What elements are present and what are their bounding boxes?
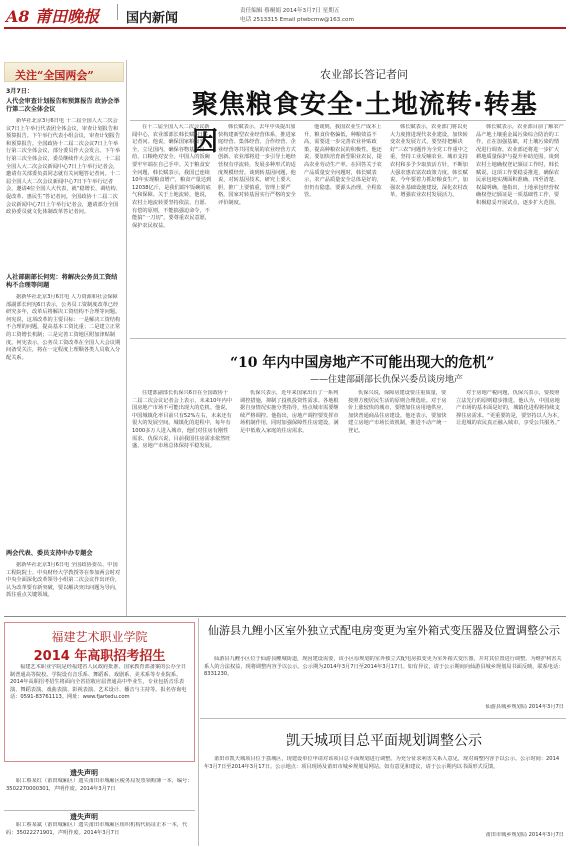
article-col-1: 在十二届全国人大二次会议新闻中心，农业部部长韩长赋6日答记者问。他说，确保国家粮食安全，立足国内，确保谷物基本自给、口粮绝对安全。中国人的饭碗要牢牢端在自己手中。关于粮食安全问题，韩长赋表示，我国已连续10年实现粮食增产，粮食产量达到12038亿斤，是我们端牢饭碗的底气和保障。关于土地流转，他说，农村土地流转要坚持依法、自愿、有偿的原则，不能搞强迫命令，不能搞“一刀切”。要尊重农民意愿，保护农民权益。 bbox=[132, 124, 212, 229]
kaitian-notice-body: 莆田市凯天城项目位于荔城区，现建设单位申请对该项目总平面规划进行调整。为充分征求利害关系人意见，现对调整内容予以公示。公示时间：2014年3月7日至2014年3月17日。公示地点：项目现场及莆田市城乡规划局网站。如有意见和建议，请于公示期内以书面形式反馈。 bbox=[204, 756, 560, 770]
header-meta-line1: 责任编辑 蔡桐娟 2014年3月7日 星期五 bbox=[240, 8, 340, 14]
lianghui-banner: 关注“全国两会” bbox=[4, 62, 124, 82]
school-ad-title: 福建艺术职业学院 bbox=[51, 630, 148, 644]
housing-col-4: 对于房地产税问题，仇保兴表示，要按照立法先行的原则稳步推进。他认为，中国房地产市场的基本面是好的，城镇化进程将持续支撑住房需求。“更重要的是，要坚持以人为本，让进城的农民真正融入城市，享受公共服务。” bbox=[456, 390, 563, 427]
school-ad-body: 福建艺术职业学院是经福建省人民政府批准、国家教育部备案的公办全日制普通高等院校。学院设有音乐系、舞蹈系、戏剧系、美术系等专业院系。2014年高职招考招生将面向全省招收应届普通高中毕业生，专业包括音乐表演、舞蹈表演、戏曲表演、影视表演、艺术设计、播音与主持等。报名咨询电话：0591-83761113。网址：www.fjartedu.com bbox=[10, 664, 187, 701]
xianyou-notice-sign: 仙游县城乡规划局 2014年3月7日 bbox=[485, 704, 564, 710]
header-divider bbox=[117, 4, 118, 20]
housing-col-1: 住建部副部长仇保兴6日在全国政协十二届二次会议记者会上表示，未来10年内中国房地产市场不可能出现大的危机。他说，中国城镇化率目前只有52%左右，未来还有很大的发展空间。城镇化的进程中，每年有1000多万人进入城市，他们对住房有刚性需求。仇保兴说，目前我国住房需求依然旺盛，房地产市场总体保持平稳发展。 bbox=[132, 390, 232, 450]
page-number-logo: A8 莆田晚报 bbox=[6, 7, 100, 26]
housing-top-rule bbox=[130, 338, 566, 339]
sidebar-top-heading: 人代会审查计划报告和预算报告 政协会举行第二次全体会议 bbox=[6, 98, 120, 113]
header-rule bbox=[4, 27, 566, 29]
housing-subline: ——住建部副部长仇保兴委员谈房地产 bbox=[310, 375, 464, 385]
sidebar-bottom-heading: 两会代表、委员支持中办专题会 bbox=[6, 550, 93, 557]
xianyou-notice-body: 仙游县九鲤小区位于仙游县鲤城街道，现因建设需要，该小区原规划的室外独立式配电房拟变更为室外箱式变压器，并对其位置进行调整。为维护利害关系人的合法权益，现将调整内容予以公示。公示期为2014年3月7日至2014年3月17日。如有异议，请于公示期间向仙游县城乡规划局书面反映。联系电话：8331230。 bbox=[204, 656, 564, 678]
notice-divider bbox=[4, 810, 195, 811]
housing-col-2: 仇保兴表示，近年来国家出台了一系列调控措施，抑制了投机投资性需求。各地根据自身情况实施分类指导，热点城市需要继续严格调控。他指出，房地产调控要发挥市场机制作用，同时加强保障性住房建设，满足中低收入家庭的住房需求。 bbox=[240, 390, 339, 434]
article-headline: 聚焦粮食安全·土地流转·转基因 bbox=[192, 90, 538, 157]
headline-rule bbox=[130, 120, 566, 121]
article-col-4: 韩长赋表示，农业部门将以更大力度推进现代农业建设，加快转变农业发展方式。要坚持把解决好“三农”问题作为全党工作重中之重，坚持工业反哺农业、城市支持农村和多予少取放活方针，不断加大强农惠农富农政策力度。韩长赋说，今年要着力抓好粮食生产，加强农业基础设施建设，深化农村改革，增强农业农村发展活力。 bbox=[390, 124, 469, 199]
school-ad-subtitle: 2014 年高职招考招生 bbox=[33, 649, 166, 664]
kaitian-notice-title: 凯天城项目总平面规划调整公示 bbox=[286, 733, 482, 749]
article-col-3: 他谈到，我国农业生产成本上升，粮食价格偏低，种粮效益不高，需要进一步完善农业补贴政策，提高种粮农民的积极性。他还说，要加快培育新型职业农民，提高农业劳动生产率。在回答关于农产品质量安全问题时，韩长赋表示，农产品质量安全总体是好的，但仍有隐患，要源头治理，全程监管。 bbox=[304, 124, 382, 199]
article-kicker: 农业部长答记者问 bbox=[320, 68, 408, 81]
sidebar-mid-heading: 人社部副部长何宪：将解决公务员工资结构不合理等问题 bbox=[6, 274, 118, 289]
lost-notice-1-body: 职工蔡某红（莆田城厢区）遗失莆田市城厢区税务局发票领购簿一本，编号：3502270000301，声明作废。2014年3月7日 bbox=[6, 778, 193, 792]
section-title: 国内新闻 bbox=[126, 11, 179, 26]
sidebar-divider bbox=[126, 60, 127, 616]
article-col-5: 韩长赋表示，农业部目前了解农产品产地土壤重金属污染综合防治的工作，正在加强基础，对土壤污染的情况进行调查。农业部还将进一步扩大耕地质量保护与提升补助范围。谈到农村土地确权登记颁证工作时，韩长赋说，这项工作要稳妥推进，确保农民承包地实测面积准确、四至清楚、权属明确。他指出，土地承包经营权确权登记颁证是一项基础性工作，要积极稳妥开展试点，逐步扩大范围。 bbox=[476, 124, 564, 206]
header-meta-line2: 电话 2513315 Email ptwbcmw@163.com bbox=[240, 17, 354, 23]
ads-top-rule bbox=[4, 616, 566, 617]
sidebar-top-body: 新华社北京3月6日电 十二届全国人大二次会议7日上午举行代表团全体会议，审查计划报告和预算报告。下午举行代表小组会议，审查计划报告和预算报告。全国政协十二届二次会议7日上午举行第二次全体会议，部分委员作大会发言。下午举行第三次全体会议，委员继续作大会发言。十二届全国人大二次会议新闻中心7日上午举行记者会，邀请有关部委负责同志就有关问题答记者问。十二届全国人大二次会议新闻中心7日下午举行记者会，邀请4位全国人大代表，就“稳增长、调结构、促改革、惠民生”答记者问。全国政协十二届二次会议新闻中心7日上午举行记者会，邀请部分全国政协委员就文化体制改革答记者问。 bbox=[6, 118, 121, 216]
ads-divider bbox=[198, 618, 199, 846]
lost-notice-1-title: 遗失声明 bbox=[70, 769, 98, 777]
housing-headline: “10 年内中国房地产不可能出现大的危机” bbox=[230, 355, 495, 371]
sidebar-mid-body: 据新华社北京3月6日电 人力资源和社会保障部副部长何宪6日表示，公务员工资制度改革已经研究多年，改革后将解决工资结构不合理等问题。何宪说，这项改革的主要目标：一是解决工资结构不合理的问题，提高基本工资比重；二是建立正常的工资增长机制；三是完善工资地区附加津贴制度。何宪表示，公务员工资改革在全国人大会议期间备受关注，将在一定程度上理顺各类人员收入分配关系。 bbox=[6, 294, 121, 361]
xianyou-bottom-rule bbox=[200, 718, 566, 719]
lost-notice-2-body: 职工蔡某斌（莆田城厢区）遗失莆田市城厢区组织机构代码证正本一本，代码：35022271901，声明作废。2014年3月7日 bbox=[6, 822, 188, 836]
lost-notice-2-title: 遗失声明 bbox=[70, 813, 98, 821]
sidebar-date: 3月7日： bbox=[6, 88, 34, 95]
xianyou-notice-title: 仙游县九鲤小区室外独立式配电房变更为室外箱式变压器及位置调整公示 bbox=[208, 624, 560, 637]
housing-col-3: 仇保兴说，保障房建设要注重质量，要按照方便居民生活的原则合理选址。对于房价上涨较快的城市，要增加住房用地供应，加快普通商品住房建设。他还表示，要加快建立房地产市场长效机制，推进不动产统一登记。 bbox=[348, 390, 447, 434]
article-col-2: 韩长赋表示，去年中央提出加快构建新型农业经营体系，推进家庭经营、集体经营、合作经营、企业经营等共同发展的农业经营方式创新。农业部将进一步引导土地经营权有序流转，发展多种形式的适度规模经营。谈到转基因问题，他说，对转基因技术，研究上要大胆，推广上要慎重，管理上要严格。国家对转基因实行严格的安全评价制度。 bbox=[218, 124, 296, 206]
kaitian-notice-sign: 莆田市城乡规划局 2014年3月7日 bbox=[485, 832, 564, 838]
sidebar-bottom-body: 据新华社北京3月6日电 全国政协委员、中国工程院院士、中央财经大学教授等在参加两会时对中央全面深化改革领导小组第二次会议作出评价，认为改革要有新突破，要以解决突出问题为导向，抓住重点关键领域。 bbox=[6, 562, 121, 599]
